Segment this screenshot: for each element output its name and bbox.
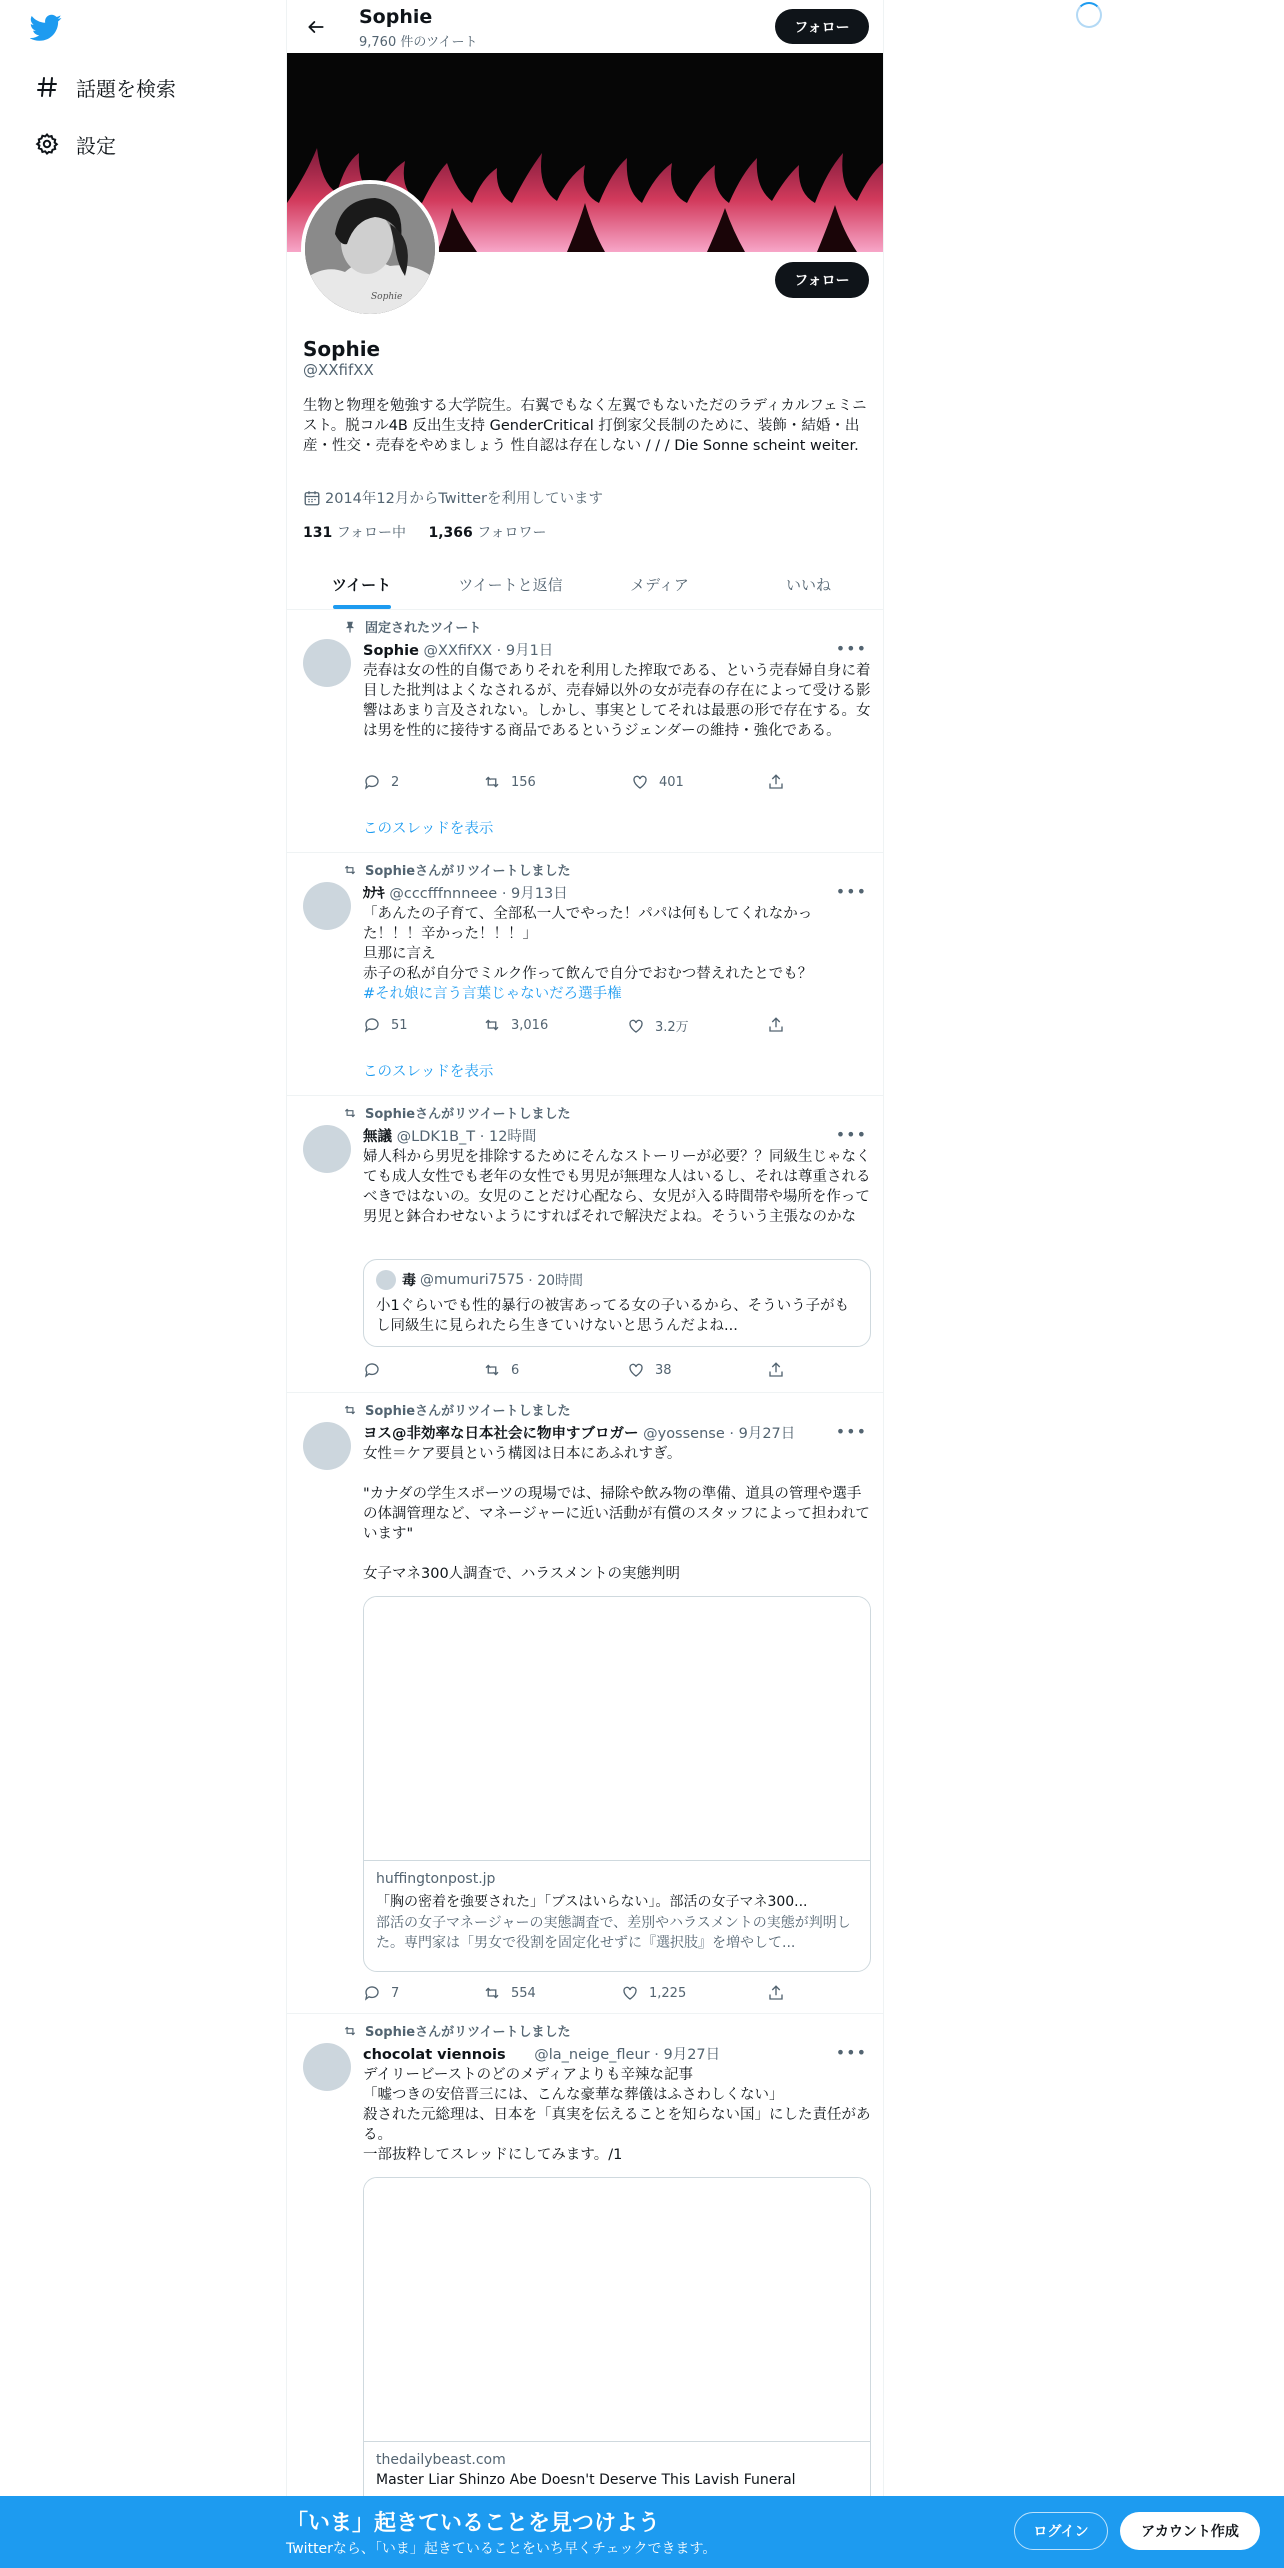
tweet-text-line: 女性＝ケア要員という構図は日本にあふれすぎ。 <box>363 1446 682 1462</box>
link-card-domain: thedailybeast.com <box>376 2452 506 2468</box>
profile-avatar[interactable] <box>301 180 439 318</box>
tweet-actions <box>363 1016 793 1036</box>
quoted-tweet-text: 小1ぐらいでも性的暴行の被害あってる女の子いるから、そういう子がもし同級生に見られたら生きていけないと思うんだよね... <box>376 1298 850 1334</box>
tweet-retweeted[interactable] <box>287 1394 883 2014</box>
followers-label: フォロワー <box>477 525 547 541</box>
tweet-author-handle[interactable]: @LDK1B_T <box>396 1129 476 1145</box>
tweet-actions <box>363 1984 793 2004</box>
profile-joined-text: 2014年12月からTwitterを利用しています <box>325 491 603 507</box>
profile-bio: 生物と物理を勉強する大学院生。右翼でもなく左翼でもないただのラディカルフェミニスト。脱コル4B 反出生支持 GenderCritical 打倒家父長制のために、装飾・結婚・出産・性交・売春をやめましょう 性自認は存在しない / / / Die Sonne scheint weiter. <box>303 398 867 454</box>
retweet-button[interactable]: 156 <box>483 773 536 791</box>
back-arrow-icon[interactable] <box>301 12 331 42</box>
tweet-actions <box>363 1361 793 1381</box>
share-icon <box>767 1361 785 1379</box>
reply-button[interactable]: 2 <box>363 773 399 791</box>
tweet-retweeted[interactable] <box>287 854 883 1096</box>
avatar[interactable] <box>303 1422 351 1470</box>
retweet-icon <box>335 1403 357 1417</box>
retweet-icon <box>335 2024 357 2038</box>
share-icon <box>767 1984 785 2002</box>
profile-follow-button[interactable]: フォロー <box>775 262 869 298</box>
tab-likes[interactable]: いいね <box>785 576 831 594</box>
nav-settings[interactable] <box>30 122 116 166</box>
link-card-title: 「胸の密着を強要された」「ブスはいらない」。部活の女子マネ300... <box>376 1894 808 1910</box>
link-card-description: 部活の女子マネージャーの実態調査で、差別やハラスメントの実態が判明した。専門家は「男女で役割を固定化せずに『選択肢』を増やして... <box>376 1915 851 1951</box>
reply-button[interactable]: 7 <box>363 1984 399 2002</box>
quoted-author-handle: @mumuri7575 <box>420 1272 525 1288</box>
following-label: フォロー中 <box>336 525 406 541</box>
nav-settings-label: 設定 <box>76 133 116 158</box>
tweet-text-line: 「あんたの子育て、全部私一人でやった！パパは何もしてくれなかった！！！辛かった！！！」 <box>363 906 813 942</box>
followers-count: 1,366 <box>428 525 473 541</box>
following-count: 131 <box>303 525 333 541</box>
avatar[interactable] <box>303 2043 351 2091</box>
quoted-tweet[interactable] <box>363 1259 871 1347</box>
like-button[interactable]: 38 <box>627 1361 672 1379</box>
heart-icon <box>627 1361 645 1379</box>
prompt-title: 「いま」起きていることを見つけよう <box>286 2511 661 2536</box>
followers-link[interactable] <box>428 525 546 541</box>
avatar-signature: Sophie <box>371 292 403 302</box>
tweet-time[interactable]: · 9月27日 <box>729 1426 796 1442</box>
profile-name: Sophie <box>303 337 381 361</box>
signup-button[interactable]: アカウント作成 <box>1120 2512 1260 2550</box>
tweet-retweeted[interactable] <box>287 2015 883 2568</box>
tweet-author-handle[interactable]: @la_neige_fleur <box>534 2047 650 2063</box>
signup-prompt-bar <box>0 2496 1284 2568</box>
tweet-context: Sophieさんがリツイートしました <box>335 1103 570 1122</box>
link-card-image <box>364 1597 870 1861</box>
following-link[interactable] <box>303 525 406 541</box>
tweet-text: 売春は女の性的自傷でありそれを利用した搾取である、という売春婦自身に着目した批判はよくなされるが、売春婦以外の女が売春の存在によって受ける影響はあまり言及されない。しかし、事実としてそれは最悪の形で存在する。女は男を性的に接待する商品であるというジェンダーの維持・強化である。 <box>363 663 871 739</box>
tweet-text-line: 旦那に言え <box>363 946 436 962</box>
link-card-title: Master Liar Shinzo Abe Doesn't Deserve This Lavish Funeral <box>376 2472 796 2488</box>
more-options-icon[interactable]: ••• <box>835 882 867 901</box>
retweet-icon <box>483 1984 501 2002</box>
retweet-icon <box>483 1361 501 1379</box>
share-button[interactable] <box>767 773 795 791</box>
heart-icon <box>621 1984 639 2002</box>
hashtag-link[interactable]: #それ娘に言う言葉じゃないだろ選手権 <box>363 986 622 1002</box>
reply-icon <box>363 1984 381 2002</box>
avatar[interactable] <box>303 639 351 687</box>
tweet-author-name[interactable]: chocolat viennois <box>363 2047 506 2063</box>
tweet-text-line: 殺された元総理は、日本を「真実を伝えることを知らない国」にした責任がある。 <box>363 2107 871 2143</box>
login-button[interactable]: ログイン <box>1014 2512 1108 2550</box>
tweet-text <box>363 1444 871 1584</box>
prompt-subtitle: Twitterなら、「いま」起きていることをいち早くチェックできます。 <box>286 2541 717 2557</box>
tweet-time[interactable]: · 9月1日 <box>496 643 554 659</box>
tweet-text-line: 「嘘つきの安倍晋三には、こんな豪華な葬儀はふさわしくない」 <box>363 2087 784 2103</box>
tweet-text-line: デイリービーストのどのメディアよりも辛辣な記事 <box>363 2067 694 2083</box>
share-button[interactable] <box>767 1016 795 1034</box>
tweet-text-line: 女子マネ300人調査で、ハラスメントの実態判明 <box>363 1566 680 1582</box>
tweet-author-handle[interactable]: @yossense <box>643 1426 725 1442</box>
tweet-actions <box>363 773 793 793</box>
heart-icon <box>631 773 649 791</box>
quoted-time: · 20時間 <box>528 1273 584 1289</box>
more-options-icon[interactable]: ••• <box>835 2043 867 2062</box>
profile-follow-stats <box>303 522 547 542</box>
tweet-pinned[interactable] <box>287 611 883 853</box>
tweet-text: 婦人科から男児を排除するためにそんなストーリーが必要？？同級生じゃなくても成人女性でも老年の女性でも男児が無理な人はいるし、それは尊重されるべきではないの。女児のことだけ心配なら、女児が入る時間帯や場所を作って男児と鉢合わせないようにすればそれで解決だよね。そういう主張なのかな <box>363 1149 871 1225</box>
header-follow-button[interactable]: フォロー <box>775 9 869 44</box>
tweet-context: Sophieさんがリツイートしました <box>335 1400 570 1419</box>
tweet-context: 固定されたツイート <box>335 617 481 636</box>
main-column <box>286 0 884 2568</box>
retweet-button[interactable]: 554 <box>483 1984 536 2002</box>
reply-button[interactable] <box>363 1361 391 1379</box>
tweet-text <box>363 904 843 1004</box>
share-button[interactable] <box>767 1361 795 1379</box>
more-options-icon[interactable]: ••• <box>835 1125 867 1144</box>
profile-top-bar <box>287 0 883 53</box>
nav-explore[interactable] <box>30 65 176 109</box>
more-options-icon[interactable]: ••• <box>835 1422 867 1441</box>
tweet-author-handle[interactable]: @XXfifXX <box>423 643 493 659</box>
link-card-domain: huffingtonpost.jp <box>376 1871 496 1887</box>
tweet-retweeted[interactable] <box>287 1097 883 1393</box>
tweet-author-name[interactable]: Sophie <box>363 643 419 659</box>
share-icon <box>767 773 785 791</box>
more-options-icon[interactable]: ••• <box>835 639 867 658</box>
tab-tweets[interactable]: ツイート <box>287 560 436 609</box>
show-thread-link[interactable]: このスレッドを表示 <box>363 1064 494 1080</box>
header-tweet-count: 9,760 件のツイート <box>359 35 478 50</box>
heart-icon <box>627 1017 645 1035</box>
retweet-button[interactable]: 6 <box>483 1361 519 1379</box>
avatar[interactable] <box>303 882 351 930</box>
avatar[interactable] <box>303 1125 351 1173</box>
tweet-context: Sophieさんがリツイートしました <box>335 2021 570 2040</box>
profile-handle: @XXfifXX <box>303 361 374 379</box>
retweet-button[interactable]: 3,016 <box>483 1016 548 1034</box>
reply-icon <box>363 1016 381 1034</box>
show-thread-link[interactable]: このスレッドを表示 <box>363 821 494 837</box>
avatar <box>376 1270 396 1290</box>
profile-tabs <box>287 560 883 610</box>
like-button[interactable]: 1,225 <box>621 1984 686 2002</box>
tweet-author-name[interactable]: 無議 <box>363 1129 392 1145</box>
gear-icon <box>30 127 64 161</box>
tweet-header <box>363 1125 536 1146</box>
pin-icon <box>335 620 357 634</box>
share-button[interactable] <box>767 1984 795 2002</box>
profile-joined <box>303 487 603 508</box>
tweet-header <box>363 639 553 660</box>
tab-media[interactable]: メディア <box>630 576 689 594</box>
retweet-icon <box>335 1106 357 1120</box>
reply-icon <box>363 773 381 791</box>
tweet-text-line: 一部抜粋してスレッドにしてみます。/1 <box>363 2147 623 2163</box>
tweet-header <box>363 882 568 903</box>
tweet-time[interactable]: · 9月13日 <box>501 886 568 902</box>
tweet-time[interactable]: · 12時間 <box>479 1129 537 1145</box>
like-button[interactable]: 401 <box>631 773 684 791</box>
tweet-header <box>363 1422 795 1443</box>
quoted-tweet-header <box>376 1270 583 1290</box>
calendar-icon <box>303 489 321 507</box>
hashtag-icon <box>30 70 64 104</box>
quoted-author-name: 毒 <box>402 1273 416 1289</box>
tweet-author-name[interactable]: ｶﾅｷ <box>363 886 385 902</box>
twitter-logo-icon[interactable] <box>30 14 64 42</box>
tab-tweets-and-replies[interactable]: ツイートと返信 <box>458 576 563 594</box>
retweet-icon <box>483 773 501 791</box>
link-card[interactable] <box>363 1596 871 1972</box>
tweet-author-name[interactable]: ヨス@非効率な日本社会に物申すブロガー <box>363 1426 639 1442</box>
nav-explore-label: 話題を検索 <box>76 76 176 101</box>
tweet-text-line: "カナダの学生スポーツの現場では、掃除や飲み物の準備、道具の管理や選手の体調管理など、マネージャーに近い活動が有償のスタッフによって担われています" <box>363 1486 870 1542</box>
link-card-image <box>364 2178 870 2442</box>
tweet-time[interactable]: · 9月27日 <box>654 2047 721 2063</box>
header-name: Sophie <box>359 6 433 28</box>
tweet-text-line: 赤子の私が自分でミルク作って飲んで自分でおむつ替えれたとでも？ <box>363 966 813 982</box>
retweet-icon <box>335 863 357 877</box>
reply-button[interactable]: 51 <box>363 1016 408 1034</box>
tweet-text <box>363 2065 871 2165</box>
tweet-header <box>363 2043 720 2064</box>
loading-spinner-icon <box>1076 2 1102 28</box>
share-icon <box>767 1016 785 1034</box>
tweet-author-handle[interactable]: @cccfffnnneee <box>389 886 498 902</box>
retweet-icon <box>483 1016 501 1034</box>
tweet-context: Sophieさんがリツイートしました <box>335 860 570 879</box>
reply-icon <box>363 1361 381 1379</box>
like-button[interactable]: 3.2万 <box>627 1016 689 1035</box>
